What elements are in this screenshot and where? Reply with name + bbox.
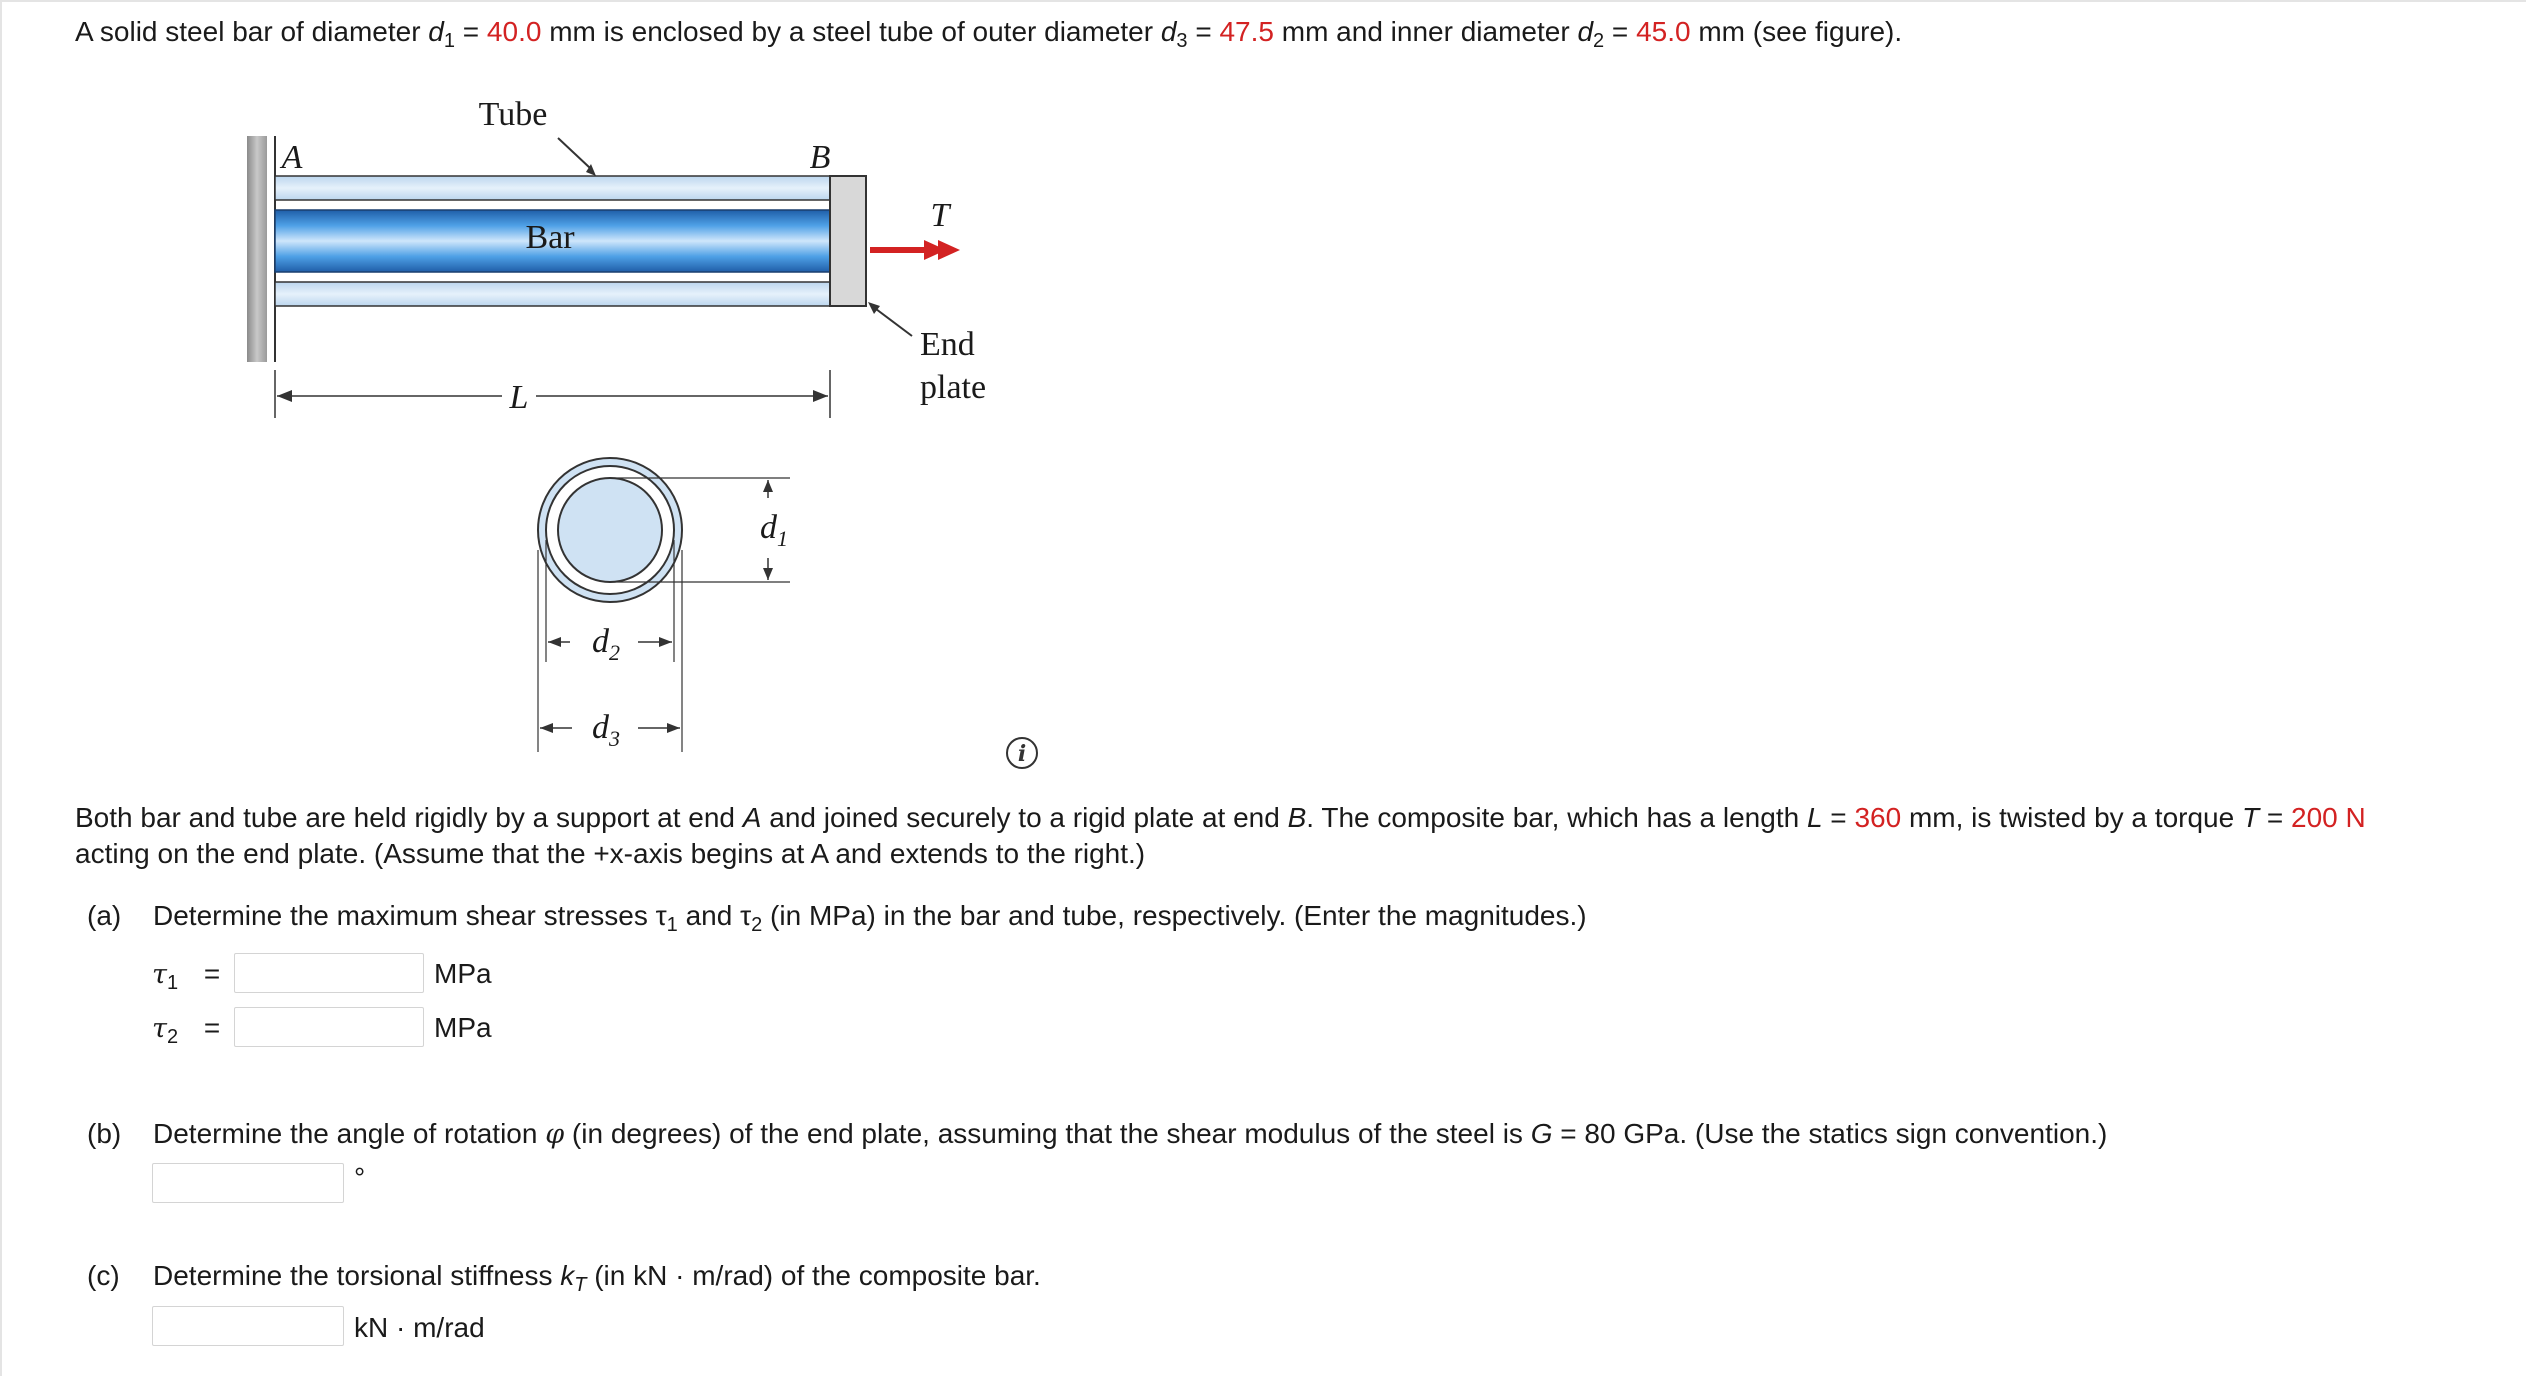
part-a-label: (a) (87, 900, 122, 931)
end-plate-label-line2: plate (920, 369, 987, 406)
tau2-symbol: τ (152, 1013, 167, 1044)
problem-description-line1 (75, 800, 2366, 836)
d2-arrow-right (659, 637, 672, 647)
length-symbol: L (1806, 802, 1823, 833)
part-c-label: (c) (87, 1260, 120, 1291)
d2-dim-label: $d_2$ (592, 623, 620, 665)
tube-leader-line (558, 138, 590, 168)
d1-dim-label: $d_1$ (760, 509, 788, 551)
d1-subscript: 1 (443, 30, 455, 52)
part-a-and: and τ (677, 900, 752, 931)
tau2-input[interactable] (234, 1007, 424, 1047)
tube-label: Tube (478, 96, 548, 133)
part-b-text: Determine the angle of rotation (153, 1118, 538, 1149)
torque-symbol: T (2241, 802, 2260, 833)
d3-arrow-right (667, 723, 680, 733)
intro-text-1: A solid steel bar of diameter (75, 16, 421, 47)
tau2-label-subscript: 2 (166, 1026, 179, 1048)
length-label: L (509, 379, 529, 416)
d2-symbol: d (1577, 16, 1594, 47)
d3-subscript: 3 (1176, 30, 1188, 52)
problem-intro (75, 14, 1902, 50)
rotation-angle-input[interactable] (152, 1163, 344, 1203)
composite-bar-figure (230, 80, 1050, 780)
tau2-equals: = (203, 1012, 221, 1043)
stiffness-unit: kN · m/rad (354, 1312, 485, 1343)
end-plate-leader-line (872, 306, 912, 336)
frame-top-border (0, 0, 2526, 2)
frame-left-border (0, 0, 2, 1376)
part-c-rest: (in kN · m/rad) of the composite bar. (586, 1260, 1041, 1291)
k-symbol: k (560, 1260, 575, 1291)
para2-text-4: mm, is twisted by a torque (1901, 802, 2235, 833)
tau1-input[interactable] (234, 953, 424, 993)
info-icon-glyph: i (1017, 741, 1027, 767)
end-a-ref: A (742, 802, 762, 833)
equals: = (1822, 802, 1855, 833)
d1-arrow-bottom (763, 568, 773, 580)
part-b-label: (b) (87, 1118, 122, 1149)
d3-value: 47.5 (1219, 16, 1274, 47)
torque-arrowhead-2 (938, 240, 960, 260)
intro-text-4: mm (see figure). (1690, 16, 1903, 47)
end-plate (830, 176, 866, 306)
end-plate-leader-arrowhead (868, 302, 880, 314)
d1-symbol: d (428, 16, 444, 47)
part-a-question (87, 898, 1587, 934)
part-b-rest2: = 80 GPa. (Use the statics sign convention.) (1552, 1118, 2108, 1149)
length-dim-arrow-left (277, 390, 292, 402)
length-value: 360 (1854, 802, 1902, 833)
intro-text-2: mm is enclosed by a steel tube of outer diameter (541, 16, 1154, 47)
tau2-unit: MPa (434, 1012, 492, 1043)
torque-value: 200 N (2291, 802, 2366, 833)
d1-value: 40.0 (486, 16, 542, 47)
tube-top-wall (275, 176, 830, 200)
tau2-subscript: 2 (751, 914, 763, 936)
tube-bottom-wall (275, 282, 830, 306)
equals: = (455, 16, 487, 47)
phi-symbol: φ (545, 1119, 565, 1150)
d2-subscript: 2 (1593, 30, 1605, 52)
tau1-equals: = (203, 958, 221, 989)
bar-cross-section (558, 478, 662, 582)
end-a-label: A (281, 139, 303, 176)
end-b-label: B (809, 139, 831, 176)
part-c-text: Determine the torsional stiffness (153, 1260, 553, 1291)
tau1-unit: MPa (434, 958, 492, 989)
k-subscript: T (574, 1274, 587, 1296)
fixed-support-a (247, 136, 267, 362)
torsional-stiffness-input[interactable] (152, 1306, 344, 1346)
problem-description-line2: acting on the end plate. (Assume that the +x-axis begins at A and extends to the right.) (75, 838, 1146, 869)
part-a-rest: (in MPa) in the bar and tube, respectively. (Enter the magnitudes.) (762, 900, 1587, 931)
torque-label: T (930, 197, 950, 234)
d3-symbol: d (1160, 16, 1177, 47)
tau1-label-subscript: 1 (166, 972, 179, 994)
part-a-text: Determine the maximum shear stresses τ (153, 900, 667, 931)
part-b-rest1: (in degrees) of the end plate, assuming that the shear modulus of the steel is (564, 1118, 1523, 1149)
d2-value: 45.0 (1636, 16, 1691, 47)
para2-text-3: . The composite bar, which has a length (1306, 802, 1800, 833)
para2-text-1: Both bar and tube are held rigidly by a support at end (75, 802, 735, 833)
bar-label: Bar (525, 219, 575, 256)
end-b-ref: B (1287, 802, 1307, 833)
d1-arrow-top (763, 480, 773, 492)
equals: = (1187, 16, 1220, 47)
tau2-label (152, 1010, 220, 1047)
intro-text-3: mm and inner diameter (1273, 16, 1570, 47)
d3-arrow-left (540, 723, 553, 733)
part-c-question (87, 1258, 1041, 1294)
d3-dim-label: $d_3$ (592, 709, 620, 751)
d2-arrow-left (548, 637, 561, 647)
tau1-label (152, 956, 220, 993)
para2-text-2: and joined securely to a rigid plate at end (761, 802, 1280, 833)
length-dim-arrow-right (813, 390, 828, 402)
degree-unit: ° (354, 1162, 366, 1193)
equals: = (1604, 16, 1637, 47)
g-symbol: G (1530, 1118, 1553, 1149)
part-b-question (87, 1116, 2107, 1153)
tau1-symbol: τ (152, 959, 167, 990)
info-icon[interactable] (1004, 735, 1040, 771)
tau1-subscript: 1 (666, 914, 678, 936)
end-plate-label-line1: End (920, 326, 975, 363)
equals: = (2259, 802, 2291, 833)
